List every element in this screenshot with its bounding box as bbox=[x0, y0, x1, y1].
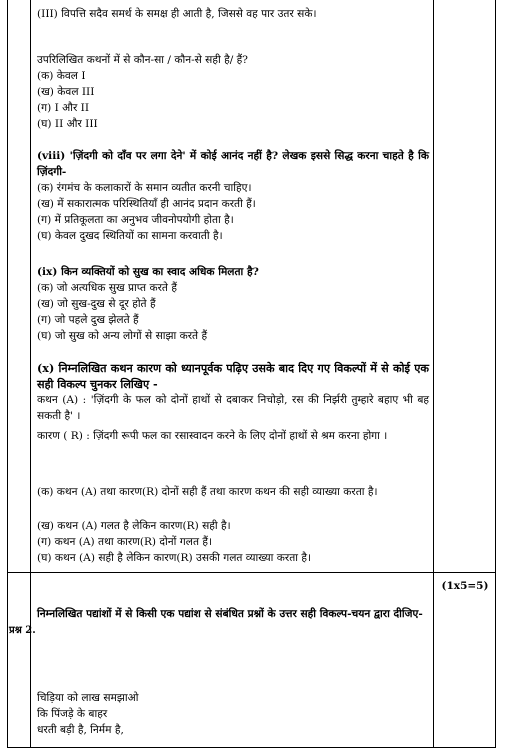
q1-option-b: (ख) केवल III bbox=[37, 86, 95, 98]
poem-line-1: चिड़िया को लाख समझाओ bbox=[37, 692, 139, 704]
q9-question bbox=[37, 264, 429, 280]
q8-option-c: (ग) में प्रतिकूलता का अनुभव जीवनोपयोगी होता है। bbox=[37, 214, 234, 226]
q9-option-c: (ग) जो पहले दुख झेलते हैं bbox=[37, 314, 139, 326]
q10-option-c: (ग) कथन (A) तथा कारण(R) दोनों गलत हैं। bbox=[37, 536, 212, 548]
q1-instruction: उपरिलिखित कथनों में से कौन-सा / कौन-से सही है/ हैं? bbox=[37, 54, 248, 66]
q10-reason: कारण ( R) : ज़िंदगी रूपी फल का रसास्वादन करने के लिए दोनों हाथों से श्रम करना होगा । bbox=[37, 430, 388, 442]
q8-option-d: (घ) केवल दुखद स्थितियों का सामना करवाती है। bbox=[37, 230, 223, 242]
question-2-instruction: निम्नलिखित पद्यांशों में से किसी एक पद्यांश से संबंधित प्रश्नों के उत्तर सही विकल्प-चयन द्वारा दीजिए- bbox=[37, 608, 423, 620]
poem-line-3: धरती बड़ी है, निर्मम है, bbox=[37, 724, 124, 736]
table-border-marks-column bbox=[433, 0, 434, 748]
q1-option-c: (ग) I और II bbox=[37, 102, 90, 114]
q8-question bbox=[37, 148, 429, 180]
q8-number: (viii) bbox=[37, 150, 66, 162]
q10-number: (x) bbox=[37, 361, 55, 375]
table-border-left bbox=[7, 0, 8, 748]
q9-option-d: (घ) जो सुख को अन्य लोगों से साझा करते हैं bbox=[37, 330, 208, 342]
q8-option-a: (क) रंगमंच के कलाकारों के समान व्यतीत करनी चाहिए। bbox=[37, 182, 252, 194]
question-2-label: प्रश्न 2. bbox=[9, 625, 36, 636]
q9-option-a: (क) जो अत्यधिक सुख प्राप्त करते हैं bbox=[37, 282, 177, 294]
question-2-marks: (1x5=5) bbox=[441, 580, 489, 592]
poem-line-2: कि पिंजड़े के बाहर bbox=[37, 708, 108, 720]
q1-option-d: (घ) II और III bbox=[37, 118, 98, 130]
q8-question-text: 'ज़िंदगी को दाँव पर लगा देने' में कोई आनंद नहीं है? लेखक इससे सिद्ध करना चाहते है कि ज़िंदगी- bbox=[37, 150, 429, 178]
statement-iii: (III) विपत्ति सदैव समर्थ के समक्ष ही आती है, जिससे वह पार उतर सके। bbox=[37, 8, 317, 20]
table-border-right bbox=[495, 0, 496, 748]
q10-option-b: (ख) कथन (A) गलत है लेकिन कारण(R) सही है। bbox=[37, 520, 231, 532]
q9-option-b: (ख) जो सुख-दुख से दूर होते हैं bbox=[37, 298, 156, 310]
q8-option-b: (ख) में सकारात्मक परिस्थितियाँ ही आनंद प्रदान करती हैं। bbox=[37, 198, 256, 210]
row-divider-question-2 bbox=[7, 572, 495, 573]
q9-question-text: किन व्यक्तियों को सुख का स्वाद अधिक मिलता है? bbox=[61, 266, 259, 278]
q9-number: (ix) bbox=[37, 266, 58, 278]
q10-assertion: कथन (A) : 'ज़िंदगी के फल को दोनों हाथों से दबाकर निचोड़ो, रस की निर्झरी तुम्हारे बहाए भी बह सकती है' । bbox=[37, 394, 429, 422]
q10-question bbox=[37, 360, 429, 392]
q10-question-text: निम्नलिखित कथन कारण को ध्यानपूर्वक पढ़िए उसके बाद दिए गए विकल्पों में से कोई एक सही विकल्प चुनकर लिखिए - bbox=[37, 361, 429, 391]
q10-option-d: (घ) कथन (A) सही है लेकिन कारण(R) उसकी गलत व्याख्या करता है। bbox=[37, 552, 311, 564]
q10-option-a: (क) कथन (A) तथा कारण(R) दोनों सही हैं तथा कारण कथन की सही व्याख्या करता है। bbox=[37, 486, 378, 498]
table-border-bottom bbox=[7, 747, 495, 748]
q1-option-a: (क) केवल I bbox=[37, 70, 86, 82]
